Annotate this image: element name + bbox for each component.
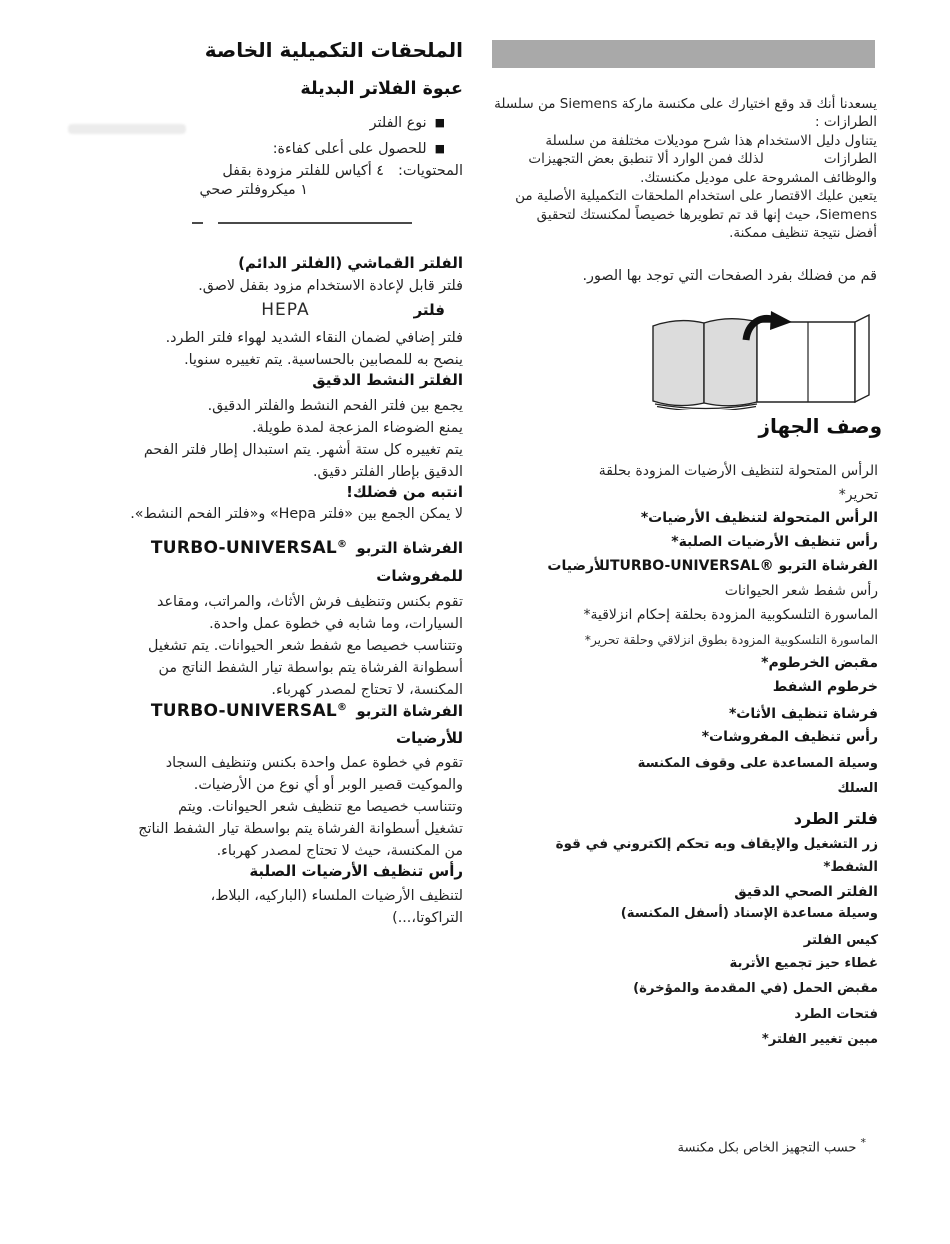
turbo-upholstery-body-line: تقوم بكنس وتنظيف فرش الأثاث، والمراتب، ومقاعد <box>156 594 463 610</box>
hepa-body-line: ينصح به للمصابين بالحساسية. يتم تغييره سنويا. <box>184 352 463 368</box>
device-list-item: تحرير* <box>838 487 878 503</box>
hard-floor-body-line: لتنظيف الأرضيات الملساء (الباركيه، البلاط، <box>210 888 463 904</box>
turbo-upholstery-body-line: المكنسة، لا تحتاج لمصدر كهرباء. <box>271 682 463 698</box>
square-bullet-icon: ■ <box>434 116 445 129</box>
turbo-heading-latin: TURBO-UNIVERSAL® <box>150 538 348 558</box>
intro-line: يتعين عليك الاقتصار على استخدام الملحقات التكميلية الأصلية من <box>515 188 877 204</box>
intro-line: Siemens، حيث إنها قد تم تطويرها خصيصاً لمكنستك لتحقيق <box>536 207 877 223</box>
turbo-heading-arabic: الفرشاة التربو <box>356 702 463 720</box>
footnote <box>678 1136 866 1155</box>
hepa-heading-latin: HEPA <box>261 300 310 320</box>
hard-floor-heading: رأس تنظيف الأرضيات الصلبة <box>249 862 463 880</box>
bullet-item-efficiency <box>273 140 445 157</box>
divider-line-segment <box>192 222 203 224</box>
turbo-floors-heading <box>151 701 463 721</box>
device-list-item: كيس الفلتر <box>803 933 878 948</box>
contents-values <box>199 163 384 198</box>
turbo-floors-body-line: من المكنسة، حيث لا تحتاج لمصدر كهرباء. <box>216 843 463 859</box>
device-list-item: رأس شفط شعر الحيوانات <box>724 583 878 599</box>
device-list-item: غطاء حيز تجميع الأتربة <box>729 956 878 971</box>
active-filter-heading: الفلتر النشط الدقيق <box>312 371 463 389</box>
bullet-item-filter-type <box>370 114 445 131</box>
active-filter-body-line: الدقيق بإطار الفلتر دقيق. <box>313 464 463 480</box>
registered-mark: ® <box>337 702 348 713</box>
footnote-asterisk: * <box>860 1136 866 1149</box>
device-list-item: مبين تغيير الفلتر* <box>761 1032 878 1047</box>
device-description-title: وصف الجهاز <box>758 414 882 438</box>
open-book-icon <box>645 310 875 410</box>
device-list-item: الشفط* <box>823 859 878 875</box>
device-list-item: فلتر الطرد <box>793 809 878 828</box>
active-filter-body-line: يتم تغييره كل ستة أشهر. يتم استبدال إطار فلتر الفحم <box>143 442 463 458</box>
registered-mark: ® <box>337 539 348 550</box>
square-bullet-icon: ■ <box>434 142 445 155</box>
turbo-floors-body-line: تشغيل أسطوانة الفرشاة يتم بواسطة تيار الشفط الناتج <box>138 821 463 837</box>
hepa-heading-arabic: فلتر <box>413 301 445 319</box>
device-list-item: رأس تنظيف المفروشات* <box>701 729 878 745</box>
device-list-item: الرأس المتحولة لتنظيف الأرضيات المزودة بحلقة <box>598 463 878 479</box>
scan-artifact <box>68 124 186 134</box>
active-filter-body-line: يمنع الضوضاء المزعجة لمدة طويلة. <box>252 420 463 436</box>
turbo-upholstery-body-line: السيارات، وما شابه في خطوة عمل واحدة. <box>209 616 463 632</box>
intro-line: يتناول دليل الاستخدام هذا شرح موديلات مختلفة من سلسلة <box>545 133 877 149</box>
intro-line: أفضل نتيجة تنظيف ممكنة. <box>729 225 877 241</box>
cloth-filter-body-line: فلتر قابل لإعادة الاستخدام مزود بقفل لاصق. <box>198 278 463 294</box>
turbo-upholstery-subheading: للمفروشات <box>376 567 463 585</box>
intro-line: يسعدنا أنك قد وقع اختيارك على مكنسة ماركة Siemens من سلسلة <box>494 96 877 112</box>
intro-line: الطرازات : <box>815 114 877 130</box>
book-illustration <box>645 310 875 410</box>
turbo-upholstery-body-line: أسطوانة الفرشاة يتم بواسطة تيار الشفط الناتج من <box>158 660 463 676</box>
footnote-text: حسب التجهيز الخاص بكل مكنسة <box>677 1140 857 1156</box>
contents-row <box>199 163 463 198</box>
filter-pack-heading: عبوة الفلاتر البديلة <box>300 79 463 99</box>
device-list-item: رأس تنظيف الأرضيات الصلبة* <box>671 534 878 550</box>
turbo-floors-body-line: والموكيت قصير الوبر أو أي نوع من الأرضيات. <box>193 777 463 793</box>
bullet-label: نوع الفلتر <box>369 114 427 131</box>
turbo-floors-body-line: تقوم في خطوة عمل واحدة بكنس وتنظيف السجاد <box>165 755 463 771</box>
device-list-item: فرشاة تنظيف الأثاث* <box>728 706 878 722</box>
cloth-filter-heading: الفلتر القماشي (الفلتر الدائم) <box>238 254 463 272</box>
active-filter-body-line: يجمع بين فلتر الفحم النشط والفلتر الدقيق. <box>207 398 463 414</box>
header-bar <box>492 40 875 68</box>
device-list-item: الماسورة التلسكوبية المزودة بطوق انزلاقي وحلقة تحرير* <box>584 633 878 647</box>
contents-line: ٤ أكياس للفلتر مزودة بقفل <box>222 163 384 179</box>
device-list-item: الماسورة التلسكوبية المزودة بحلقة إحكام انزلاقية* <box>583 607 878 623</box>
turbo-heading-latin: TURBO-UNIVERSAL® <box>150 701 348 721</box>
page-title: الملحقات التكميلية الخاصة <box>204 38 463 62</box>
contents-line: ١ ميكروفلتر صحي <box>199 182 308 198</box>
intro-line: والوظائف المشروحة على موديل مكنستك. <box>640 170 877 186</box>
turbo-heading-arabic: الفرشاة التربو <box>356 539 463 557</box>
attention-heading: انتبه من فضلك! <box>346 483 463 501</box>
unfold-note: قم من فضلك بفرد الصفحات التي توجد بها الصور. <box>582 268 877 284</box>
hepa-filter-heading <box>261 300 445 320</box>
intro-line: الطرازات لذلك فمن الوارد ألا تنطبق بعض التجهيزات <box>528 151 877 167</box>
turbo-floors-subheading: للأرضيات <box>396 729 463 747</box>
device-list-item: الفرشاة التربو ®TURBO-UNIVERSALللأرضيات <box>547 558 878 574</box>
device-list-item: السلك <box>837 781 878 796</box>
bullet-label: للحصول على أعلى كفاءة: <box>272 140 427 157</box>
turbo-upholstery-heading <box>151 538 463 558</box>
device-list-item: وسيلة المساعدة على وقوف المكنسة <box>637 756 878 771</box>
device-list-item: وسيلة مساعدة الإسناد (أسفل المكنسة) <box>620 906 878 921</box>
hepa-body-line: فلتر إضافي لضمان النقاء الشديد لهواء فلتر الطرد. <box>165 330 463 346</box>
divider-line-segment <box>218 222 412 224</box>
device-list-item: خرطوم الشفط <box>772 679 878 695</box>
hard-floor-body-line: التراكوتا،...) <box>392 910 463 926</box>
attention-body-line: لا يمكن الجمع بين «فلتر Hepa» و«فلتر الفحم النشط». <box>130 506 463 522</box>
contents-label: المحتويات: <box>397 163 463 179</box>
device-list-item: فتحات الطرد <box>794 1007 878 1022</box>
turbo-upholstery-body-line: وتتناسب خصيصا مع شفط شعر الحيوانات. يتم تشغيل <box>148 638 463 654</box>
device-list-item: الرأس المتحولة لتنظيف الأرضيات* <box>640 510 878 526</box>
device-list-item: زر التشغيل والإيقاف وبه تحكم إلكتروني في قوة <box>555 836 878 852</box>
device-list-item: الفلتر الصحي الدقيق <box>734 884 878 900</box>
device-list-item: مقبض الخرطوم* <box>761 655 878 671</box>
turbo-floors-body-line: وتتناسب خصيصا مع تنظيف شعر الحيوانات. ويتم <box>178 799 463 815</box>
device-list-item: مقبض الحمل (في المقدمة والمؤخرة) <box>633 981 878 996</box>
